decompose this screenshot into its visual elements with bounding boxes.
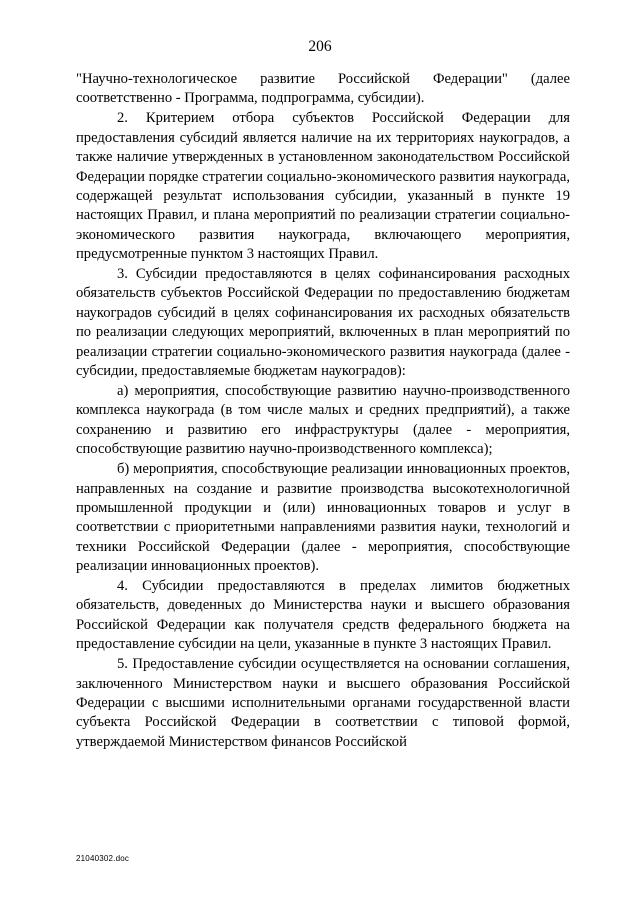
- paragraph-4-budget-limits: 4. Субсидии предоставляются в пределах лимитов бюджетных обязательств, доведенных до Министерства науки и высшего образования Российской Федерации как получателя средств федерального бюджета на предоставление субсидии на цели, указанные в пункте 3 настоящих Правил.: [76, 578, 570, 653]
- paragraph-3-subsidy-purpose: 3. Субсидии предоставляются в целях софинансирования расходных обязательств субъектов Российской Федерации по предоставлению бюджетам наукоградов субсидий в целях софинансирования их расходных обязательств по реализации следующих мероприятий, включенных в план мероприятий по реализации стратегии социально-экономического развития наукограда (далее - субсидии, предоставляемые бюджетам наукоградов):: [76, 266, 570, 380]
- page-number: 206: [308, 38, 332, 55]
- document-body: [76, 70, 570, 753]
- paragraph-2-selection-criterion: 2. Критерием отбора субъектов Российской Федерации для предоставления субсидий является наличие на их территориях наукоградов, а также наличие утвержденных в установленном законодательством Российской Федерации порядке стратегии социально-экономического развития наукограда, содержащей результат использования субсидии, указанный в пункте 19 настоящих Правил, и плана мероприятий по реализации стратегии социально-экономического развития наукограда, включающего мероприятия, предусмотренные пунктом 3 настоящих Правил.: [76, 110, 570, 263]
- paragraph-3b-innovation-projects: б) мероприятия, способствующие реализации инновационных проектов, направленных на создание и развитие производства высокотехнологичной промышленной продукции и (или) инновационных товаров и услуг в соответствии с приоритетными направлениями развития науки, технологий и техники Российской Федерации (далее - мероприятия, способствующие реализации инновационных проектов).: [76, 461, 570, 575]
- document-file-code: 21040302.doc: [76, 854, 130, 863]
- paragraph-3a-science-production-complex: а) мероприятия, способствующие развитию научно-производственного комплекса наукограда (в том числе малых и средних предприятий), а также сохранению и развитию его инфраструктуры (далее - мероприятия, способствующие развитию научно-производственного комплекса);: [76, 383, 570, 458]
- paragraph-5-agreement: 5. Предоставление субсидии осуществляется на основании соглашения, заключенного Министерством науки и высшего образования Российской Федерации с высшими исполнительными органами государственной власти субъекта Российской Федерации в соответствии с типовой формой, утверждаемой Министерством финансов Российской: [76, 656, 570, 750]
- paragraph-continuation: "Научно-технологическое развитие Российской Федерации" (далее соответственно - Программа, подпрограмма, субсидии).: [76, 71, 570, 107]
